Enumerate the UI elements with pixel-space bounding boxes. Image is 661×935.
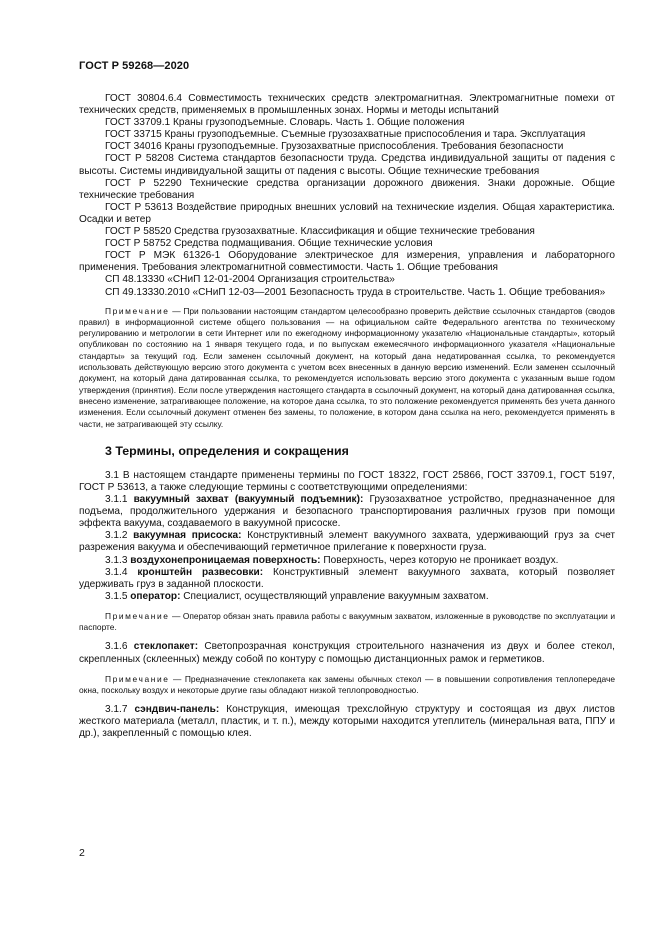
term-definition: Грузозахватное устройство, предназначенное для подъема, продолжительного удержания и безопасного транспортирования различных грузов при помощи эффекта вакуума, создаваемого в вакуумной присоске. bbox=[79, 494, 615, 530]
reference-item: ГОСТ 34016 Краны грузоподъемные. Грузозахватные приспособления. Требования безопасности bbox=[105, 141, 564, 153]
reference-item: ГОСТ Р 52290 Технические средства организации дорожного движения. Знаки дорожные. Общие технические требования bbox=[79, 177, 615, 201]
term-definition: Специалист, осуществляющий управление вакуумным захватом. bbox=[180, 590, 489, 602]
term-name: вакуумная присоска: bbox=[133, 530, 242, 542]
reference-item: ГОСТ 33709.1 Краны грузоподъемные. Словарь. Часть 1. Общие положения bbox=[105, 117, 465, 129]
term-definition: Светопрозрачная конструкция строительного назначения из двух и более стекол, скрепленных (склеенных) между собой по контуру с помощью дистанционных рамок и герметиков. bbox=[79, 641, 615, 665]
note-glass-unit bbox=[79, 674, 615, 697]
term-definition: Конструктивный элемент вакуумного захвата, который позволяет удерживать груз в заданной плоскости. bbox=[79, 566, 615, 590]
reference-item: СП 49.13330.2010 «СНиП 12-03—2001 Безопасность труда в строительстве. Часть 1. Общие требования» bbox=[105, 286, 606, 298]
term-3-1-2: 3.1.2 вакуумная присоска: Конструктивный элемент вакуумного захвата, удерживающий груз за счет разрежения вакуума и обеспечивающий герметичное прилегание к поверхности груза. bbox=[79, 530, 615, 554]
term-name: кронштейн развесовки: bbox=[137, 566, 264, 578]
note-label: Примечание bbox=[105, 305, 170, 316]
term-name: оператор: bbox=[130, 590, 181, 602]
document-header: ГОСТ Р 59268—2020 bbox=[79, 60, 190, 72]
term-3-1-4: 3.1.4 кронштейн развесовки: Конструктивный элемент вакуумного захвата, который позволяет удерживать груз в заданной плоскости. bbox=[79, 566, 615, 590]
note-text: — Предназначение стеклопакета как замены обычных стекол — в повышении сопротивления теплопередаче окна, поскольку воздух и некоторые другие газы обладают низкой теплопроводностью. bbox=[79, 673, 615, 695]
paragraph-3-1: 3.1 В настоящем стандарте применены термины по ГОСТ 18322, ГОСТ 25866, ГОСТ 33709.1, ГОСТ 5197, ГОСТ Р 53613, а также следующие термины с соответствующими определениями: bbox=[79, 469, 615, 493]
section-title: 3 Термины, определения и сокращения bbox=[105, 443, 349, 458]
term-3-1-7: 3.1.7 сэндвич-панель: Конструкция, имеющая трехслойную структуру и состоящая из двух листов жесткого материала (металл, пластик, и т. п.), между которыми находится утеплитель (минеральная вата, ППУ и др.), закрепленный с помощью клея. bbox=[79, 704, 615, 740]
term-3-1-5: 3.1.5 оператор: Специалист, осуществляющий управление вакуумным захватом. bbox=[105, 590, 489, 602]
reference-item: ГОСТ Р 53613 Воздействие природных внешних условий на технические изделия. Общая характеристика. Осадки и ветер bbox=[79, 201, 615, 225]
note-text: — Оператор обязан знать правила работы с вакуумным захватом, изложенные в руководстве по эксплуатации и паспорте. bbox=[79, 610, 615, 633]
term-3-1-3: 3.1.3 воздухонепроницаемая поверхность: Поверхность, через которую не проникает воздух. bbox=[105, 554, 559, 566]
page-number: 2 bbox=[79, 847, 85, 859]
term-3-1-1: 3.1.1 вакуумный захват (вакуумный подъемник): Грузозахватное устройство, предназначенное для подъема, продолжительного удержания и безопасного транспортирования различных грузов при помощи эффекта вакуума, создаваемого в вакуумной присоске. bbox=[79, 494, 615, 530]
term-name: вакуумный захват (вакуумный подъемник): bbox=[133, 494, 364, 506]
reference-item: ГОСТ Р 58520 Средства грузозахватные. Классификация и общие технические требования bbox=[105, 226, 535, 238]
term-name: сэндвич-панель: bbox=[134, 704, 220, 716]
reference-item: ГОСТ Р 58208 Система стандартов безопасности труда. Средства индивидуальной защиты от падения с высоты. Системы индивидуальной защиты от падения с высоты. Общие технические требования bbox=[79, 153, 615, 177]
note-label: Примечание bbox=[105, 610, 170, 621]
note-text: — При пользовании настоящим стандартом целесообразно проверить действие ссылочных стандартов (сводов правил) в информационной системе общего пользования — на официальном сайте Федерального агентства по техническому регулированию и метрологии в сети Интернет или по ежегодному информационному указателю «Национальные стандарты», который опубликован по состоянию на 1 января текущего года, и по выпускам ежемесячного информационного указателя «Национальные стандарты» за текущий год. Если заменен ссылочный документ, на который дана недатированная ссылка, то рекомендуется использовать действующую версию этого документа с учетом всех внесенных в данную версию изменений. Если заменен ссылочный документ, на который дана датированная ссылка, то рекомендуется использовать версию этого документа с указанным выше годом утверждения (принятия). Если после утверждения настоящего стандарта в ссылочный документ, на который дана датированная ссылка, внесено изменение, затрагивающее положение, на которое дана ссылка, то это положение рекомендуется применять без учета данного изменения. Если ссылочный документ отменен без замены, то положение, в котором дана ссылка на него, рекомендуется применять в части, не затрагивающей эту ссылку. bbox=[79, 305, 616, 429]
note-references bbox=[79, 306, 615, 430]
term-3-1-6: 3.1.6 стеклопакет: Светопрозрачная конструкция строительного назначения из двух и более стекол, скрепленных (склеенных) между собой по контуру с помощью дистанционных рамок и герметиков. bbox=[79, 641, 615, 665]
term-definition: Конструктивный элемент вакуумного захвата, удерживающий груз за счет разрежения вакуума и обеспечивающий герметичное прилегание к поверхности груза. bbox=[79, 530, 615, 554]
reference-item: ГОСТ Р МЭК 61326-1 Оборудование электрическое для измерения, управления и лабораторного применения. Требования электромагнитной совместимости. Часть 1. Общие требования bbox=[79, 250, 615, 274]
term-definition: Поверхность, через которую не проникает воздух. bbox=[320, 554, 559, 566]
note-operator bbox=[79, 611, 615, 634]
term-definition: Конструкция, имеющая трехслойную структуру и состоящая из двух листов жесткого материала (металл, пластик, и т. п.), между которыми находится утеплитель (минеральная вата, ППУ и др.), закрепленный с помощью клея. bbox=[79, 704, 615, 740]
reference-item: ГОСТ 30804.6.4 Совместимость технических средств электромагнитная. Электромагнитные помехи от технических средств, применяемых в промышленных зонах. Нормы и методы испытаний bbox=[79, 93, 615, 117]
term-name: воздухонепроницаемая поверхность: bbox=[130, 554, 321, 566]
note-label: Примечание bbox=[105, 673, 170, 684]
term-name: стеклопакет: bbox=[133, 641, 199, 653]
reference-item: ГОСТ Р 58752 Средства подмащивания. Общие технические условия bbox=[105, 238, 433, 250]
document-body bbox=[79, 93, 615, 741]
reference-item: СП 48.13330 «СНиП 12-01-2004 Организация строительства» bbox=[105, 274, 395, 286]
reference-item: ГОСТ 33715 Краны грузоподъемные. Съемные грузозахватные приспособления и тара. Эксплуатация bbox=[105, 129, 586, 141]
